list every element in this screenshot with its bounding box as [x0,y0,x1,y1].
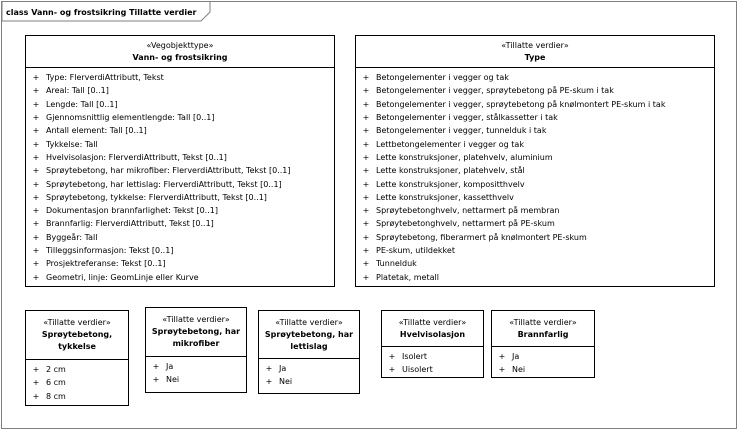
visibility-public: + [362,272,370,282]
stereotype: «Tillatte verdier» [501,40,569,50]
attribute-row[interactable]: + Gjennomsnittlig elementlengde: Tall [0..1] [26,111,334,124]
attribute-row[interactable]: + Sprøytebetong, har lettislag: FlerverdiAttributt, Tekst [0..1] [26,177,334,190]
stereotype: «Vegobjekttype» [146,40,214,50]
visibility-public: + [32,378,40,388]
attribute-row[interactable]: + Geometri, linje: GeomLinje eller Kurve [26,270,334,283]
visibility-public: + [32,139,40,149]
stereotype: «Tillatte verdier» [509,317,577,327]
attribute-list [259,359,359,389]
visibility-public: + [32,219,40,229]
attribute-row[interactable]: + 6 cm [26,376,128,389]
attribute-row[interactable]: + Ja [146,360,246,373]
visibility-public: + [362,246,370,255]
attribute-row[interactable]: + Byggeår: Tall [26,231,334,244]
class-header [492,311,594,347]
visibility-public: + [32,99,40,109]
visibility-public: + [32,192,40,202]
attribute-row[interactable]: + Hvelvisolasjon: FlerverdiAttributt, Tekst [0..1] [26,151,334,164]
attribute-row[interactable]: + Lette konstruksjoner, kassetthvelv [356,191,714,204]
visibility-public: + [362,86,370,96]
class-header [382,311,483,347]
class-sproytebetong-har-lettislag[interactable] [258,310,360,394]
attribute-row[interactable]: + Tunnelduk [356,257,714,270]
visibility-public: + [152,375,160,385]
frame-title: class Vann- og frostsikring Tillatte verdier [6,7,197,17]
attribute-row[interactable]: + Betongelementer i vegger, stålkassetter i tak [356,111,714,124]
attribute-row[interactable]: + Betongelementer i vegger og tak [356,71,714,84]
class-sproytebetong-tykkelse[interactable] [25,310,129,406]
attribute-row[interactable]: + Nei [492,363,594,376]
class-header [26,36,334,68]
visibility-public: + [32,246,40,255]
attribute-row[interactable]: + Isolert [382,350,483,363]
visibility-public: + [362,139,370,149]
visibility-public: + [362,113,370,123]
class-header [259,311,359,359]
attribute-row[interactable]: + Ja [259,362,359,375]
class-name: Hvelvisolasjon [399,329,466,339]
visibility-public: + [362,206,370,216]
visibility-public: + [152,362,160,372]
attribute-list [26,68,334,284]
attribute-row[interactable]: + Antall element: Tall [0..1] [26,124,334,137]
attribute-row[interactable]: + Lette konstruksjoner, kompositthvelv [356,177,714,190]
attribute-row[interactable]: + 2 cm [26,363,128,376]
attribute-row[interactable]: + Lette konstruksjoner, platehvelv, aluminium [356,151,714,164]
attribute-row[interactable]: + Lette konstruksjoner, platehvelv, stål [356,164,714,177]
attribute-row[interactable]: + Platetak, metall [356,270,714,283]
class-header [356,36,714,68]
visibility-public: + [32,391,40,401]
stereotype: «Tillatte verdier» [398,317,467,327]
class-sproytebetong-har-mikrofiber[interactable] [145,307,247,393]
attribute-row[interactable]: + Type: FlerverdiAttributt, Tekst [26,71,334,84]
visibility-public: + [362,232,370,242]
attribute-row[interactable]: + Sprøytebetonghvelv, nettarmert på membran [356,204,714,217]
attribute-row[interactable]: + Nei [146,373,246,386]
class-brannfarlig[interactable] [491,310,595,378]
class-name-line2: tykkelse [58,342,96,351]
visibility-public: + [32,179,40,189]
visibility-public: + [362,99,370,109]
visibility-public: + [362,126,370,136]
attribute-row[interactable]: + Brannfarlig: FlerverdiAttributt, Tekst [0..1] [26,217,334,230]
class-name: Vann- og frostsikring [132,52,228,62]
attribute-row[interactable]: + Sprøytebetong, tykkelse: FlerverdiAttributt, Tekst [0..1] [26,191,334,204]
class-name-line2: lettislag [290,341,328,351]
visibility-public: + [32,365,40,375]
visibility-public: + [32,272,40,282]
attribute-row[interactable]: + Lettbetongelementer i vegger og tak [356,137,714,150]
attribute-row[interactable]: + PE-skum, utildekket [356,244,714,257]
attribute-row[interactable]: + Uisolert [382,363,483,376]
class-name-line2: mikrofiber [172,339,220,348]
attribute-row[interactable]: + Betongelementer i vegger, tunnelduk i tak [356,124,714,137]
visibility-public: + [362,259,370,269]
attribute-row[interactable]: + Tykkelse: Tall [26,137,334,150]
attribute-row[interactable]: + Nei [259,375,359,388]
attribute-row[interactable]: + Lengde: Tall [0..1] [26,98,334,111]
attribute-row[interactable]: + Betongelementer i vegger, sprøytebetong på knølmontert PE-skum i tak [356,98,714,111]
visibility-public: + [32,166,40,176]
visibility-public: + [362,152,370,162]
visibility-public: + [388,365,396,375]
visibility-public: + [32,86,40,96]
attribute-row[interactable]: + Sprøytebetong, fiberarmert på knølmontert PE-skum [356,231,714,244]
visibility-public: + [362,73,370,83]
attribute-list [382,347,483,377]
class-name-line1: Sprøytebetong, har [151,327,241,336]
class-name: Type [524,52,546,62]
stereotype: «Tillatte verdier» [275,317,343,327]
class-type[interactable] [355,35,715,287]
class-header [26,311,128,360]
visibility-public: + [32,73,40,83]
visibility-public: + [362,166,370,176]
attribute-row[interactable]: + Sprøytebetong, har mikrofiber: FlerverdiAttributt, Tekst [0..1] [26,164,334,177]
class-vann-og-frostsikring[interactable] [25,35,335,287]
attribute-row[interactable]: + Dokumentasjon brannfarlighet: Tekst [0..1] [26,204,334,217]
attribute-row[interactable]: + Betongelementer i vegger, sprøytebetong på PE-skum i tak [356,84,714,97]
visibility-public: + [32,259,40,269]
attribute-row[interactable]: + Ja [492,350,594,363]
visibility-public: + [498,352,506,362]
attribute-list [356,68,714,284]
visibility-public: + [265,377,273,387]
visibility-public: + [362,192,370,202]
visibility-public: + [32,232,40,242]
visibility-public: + [388,352,396,362]
class-header [146,308,246,357]
visibility-public: + [32,113,40,123]
attribute-row[interactable]: + 8 cm [26,390,128,403]
attribute-list [26,360,128,403]
visibility-public: + [498,365,506,375]
attribute-list [492,347,594,377]
attribute-row[interactable]: + Tilleggsinformasjon: Tekst [0..1] [26,244,334,257]
class-hvelvisolasjon[interactable] [381,310,484,378]
class-name-line1: Sprøytebetong, [41,330,113,339]
class-name-line1: Sprøytebetong, har [264,329,354,339]
visibility-public: + [265,364,273,374]
attribute-row[interactable]: + Prosjektreferanse: Tekst [0..1] [26,257,334,270]
visibility-public: + [362,179,370,189]
visibility-public: + [362,219,370,229]
visibility-public: + [32,206,40,216]
visibility-public: + [32,152,40,162]
attribute-row[interactable]: + Areal: Tall [0..1] [26,84,334,97]
attribute-row[interactable]: + Sprøytebetonghvelv, nettarmert på PE-skum [356,217,714,230]
stereotype: «Tillatte verdier» [162,315,230,324]
visibility-public: + [32,126,40,136]
class-name: Brannfarlig [517,329,569,339]
stereotype: «Tillatte verdier» [43,318,111,327]
attribute-list [146,357,246,387]
